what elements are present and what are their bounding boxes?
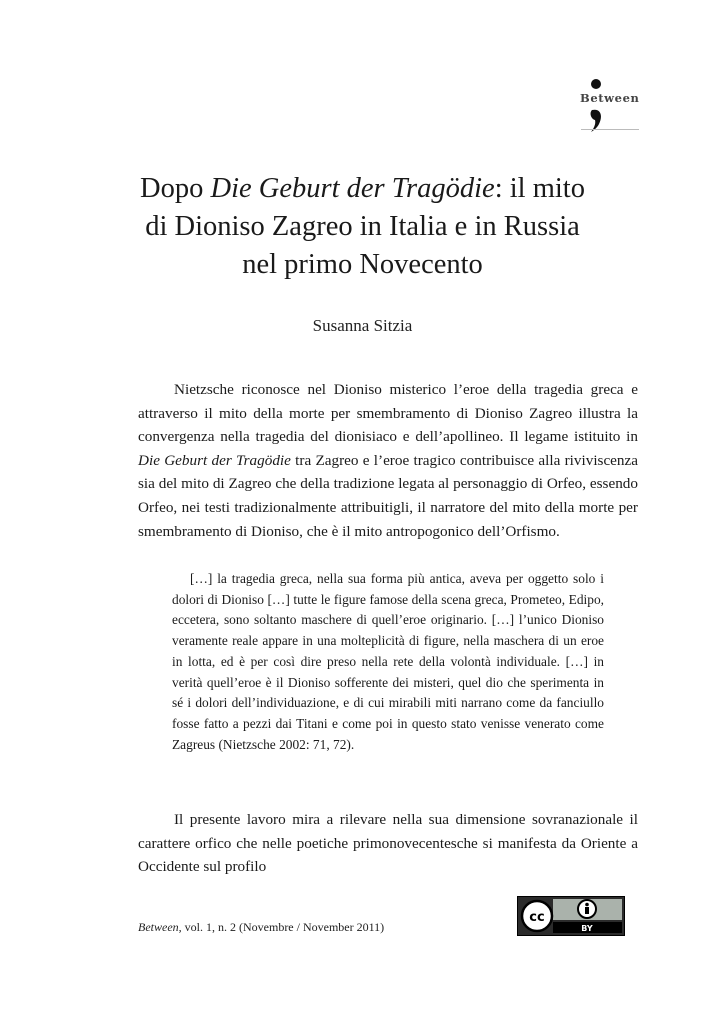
body-paragraph-2: Il presente lavoro mira a rilevare nella sua dimensione sovranazionale il carattere orfico che nelle poetiche primonovecentesche si manifesta da Oriente a Occidente sul profilo bbox=[138, 811, 638, 876]
semicolon-mark-icon bbox=[580, 78, 640, 134]
cc-license-badge[interactable] bbox=[517, 896, 625, 936]
block-quote: […] la tragedia greca, nella sua forma più antica, aveva per oggetto solo i dolori di Dioniso […] tutte le figure famose della scena greca, Prometeo, Edipo, eccetera, sono soltanto maschere di quell’eroe originario. […] l’unico Dioniso veramente reale appare in una molteplicità di figure, nella maschera di un eroe in lotta, ed è per così dire preso nella rete della volontà individuale. […] in verità quell’eroe è il Dioniso sofferente dei misteri, quel dio che sperimenta in sé i dolori dell’individuazione, e di cui mirabili miti narrano come da fanciullo fosse fatto a pezzi dai Titani e come poi in questo stato venisse venerato come Zagreus (Nietzsche 2002: 71, 72). bbox=[172, 571, 604, 752]
title-line-3: nel primo Novecento bbox=[242, 249, 483, 280]
journal-issue: vol. 1, n. 2 (Novembre / November 2011) bbox=[181, 920, 385, 934]
logo-wordmark: Between bbox=[580, 91, 640, 105]
between-logo bbox=[580, 78, 640, 134]
author-name: Susanna Sitzia bbox=[312, 316, 413, 335]
title-line-2: di Dioniso Zagreo in Italia e in Russia bbox=[145, 211, 580, 242]
attribution-icon bbox=[578, 900, 596, 918]
journal-footer bbox=[138, 920, 384, 935]
svg-text:cc: cc bbox=[529, 910, 545, 925]
logo-rule bbox=[581, 129, 639, 130]
license-by-label: BY bbox=[581, 924, 593, 933]
journal-name: Between, bbox=[138, 920, 182, 934]
italic-work-title: Die Geburt der Tragödie bbox=[138, 451, 291, 469]
title-italic-work: Die Geburt der Tragödie bbox=[210, 173, 495, 204]
body-paragraph-1: Nietzsche riconosce nel Dioniso misterico l’eroe della tragedia greca e attraverso il mito della morte per smembramento di Dioniso Zagreo illustra la convergenza nella tragedia del dionisiaco e dell’apollineo. Il legame istituito in Die Geburt der Tragödie tra Zagreo e l’eroe tragico contribuisce alla riviviscenza sia del mito di Zagreo che della tradizione legata al personaggio di Orfeo, essendo Orfeo, nei testi tradizionalmente attribuitigli, il narratore del mito della morte per smembramento di Dioniso, che è il mito antropogonico dell’Orfismo. bbox=[138, 381, 639, 540]
cc-icon bbox=[522, 901, 552, 931]
title-line-1: Dopo Die Geburt der Tragödie: il mito bbox=[140, 173, 585, 204]
article-title bbox=[100, 170, 625, 284]
